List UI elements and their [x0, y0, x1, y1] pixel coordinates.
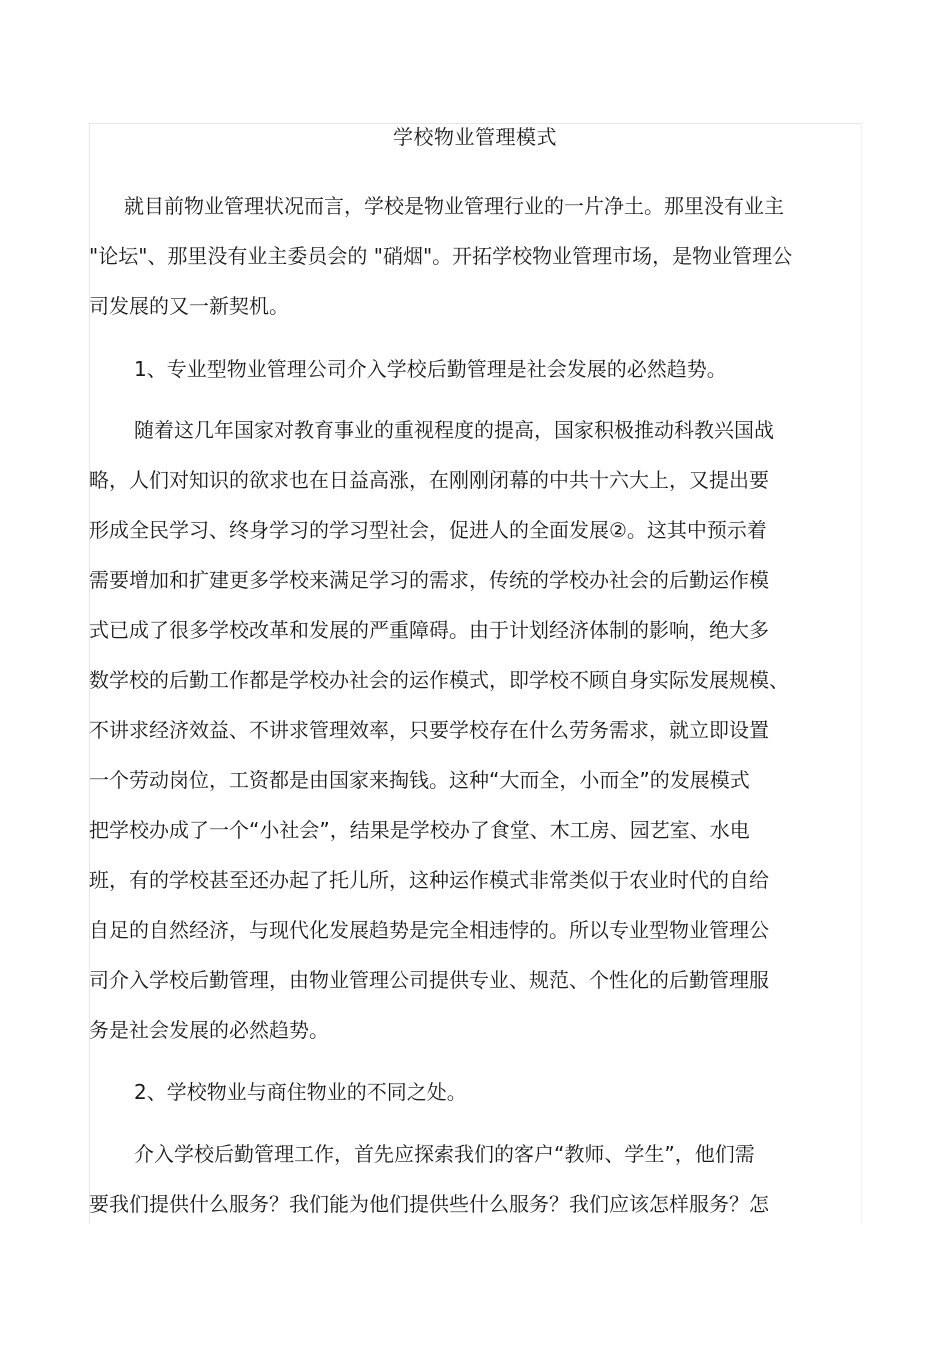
paragraph-2-line-13: 务是社会发展的必然趋势。	[89, 1018, 329, 1042]
paragraph-2-line-5: 式已成了很多学校改革和发展的严重障碍。由于计划经济体制的影响，绝大多	[89, 618, 769, 642]
paragraph-2-line-4: 需要增加和扩建更多学校来满足学习的需求，传统的学校办社会的后勤运作模	[89, 568, 769, 592]
paragraph-3-line-2: 要我们提供什么服务？我们能为他们提供些什么服务？我们应该怎样服务？怎	[89, 1192, 769, 1216]
paragraph-2-line-8: 一个劳动岗位，工资都是由国家来掏钱。这种“大而全，小而全”的发展模式	[89, 768, 750, 792]
section-heading-1: 1、专业型物业管理公司介入学校后勤管理是社会发展的必然趋势。	[134, 357, 727, 381]
paragraph-2-line-7: 不讲求经济效益、不讲求管理效率，只要学校存在什么劳务需求，就立即设置	[89, 718, 769, 742]
paragraph-1-line-1: 就目前物业管理状况而言，学校是物业管理行业的一片净土。那里没有业主	[124, 194, 784, 218]
paragraph-2-line-10: 班，有的学校甚至还办起了托儿所，这种运作模式非常类似于农业时代的自给	[89, 868, 769, 892]
section-heading-2: 2、学校物业与商住物业的不同之处。	[134, 1080, 467, 1104]
paragraph-2-line-11: 自足的自然经济，与现代化发展趋势是完全相违悖的。所以专业型物业管理公	[89, 918, 769, 942]
document-title: 学校物业管理模式	[393, 125, 557, 149]
paragraph-1-line-2: "论坛"、那里没有业主委员会的 "硝烟"。开拓学校物业管理市场，是物业管理公	[89, 244, 793, 268]
paragraph-2-line-12: 司介入学校后勤管理，由物业管理公司提供专业、规范、个性化的后勤管理服	[89, 968, 769, 992]
paragraph-2-line-1: 随着这几年国家对教育事业的重视程度的提高，国家积极推动科教兴国战	[134, 418, 774, 442]
paragraph-3-line-1: 介入学校后勤管理工作，首先应探索我们的客户“教师、学生”，他们需	[134, 1142, 755, 1166]
paragraph-2-line-2: 略，人们对知识的欲求也在日益高涨，在刚刚闭幕的中共十六大上，又提出要	[89, 468, 769, 492]
paragraph-2-line-3: 形成全民学习、终身学习的学习型社会，促进人的全面发展②。这其中预示着	[89, 518, 767, 542]
paragraph-2-line-9: 把学校办成了一个“小社会”，结果是学校办了食堂、木工房、园艺室、水电	[89, 818, 750, 842]
paragraph-1-line-3: 司发展的又一新契机。	[89, 294, 289, 318]
paragraph-2-line-6: 数学校的后勤工作都是学校办社会的运作模式，即学校不顾自身实际发展规模、	[89, 668, 789, 692]
